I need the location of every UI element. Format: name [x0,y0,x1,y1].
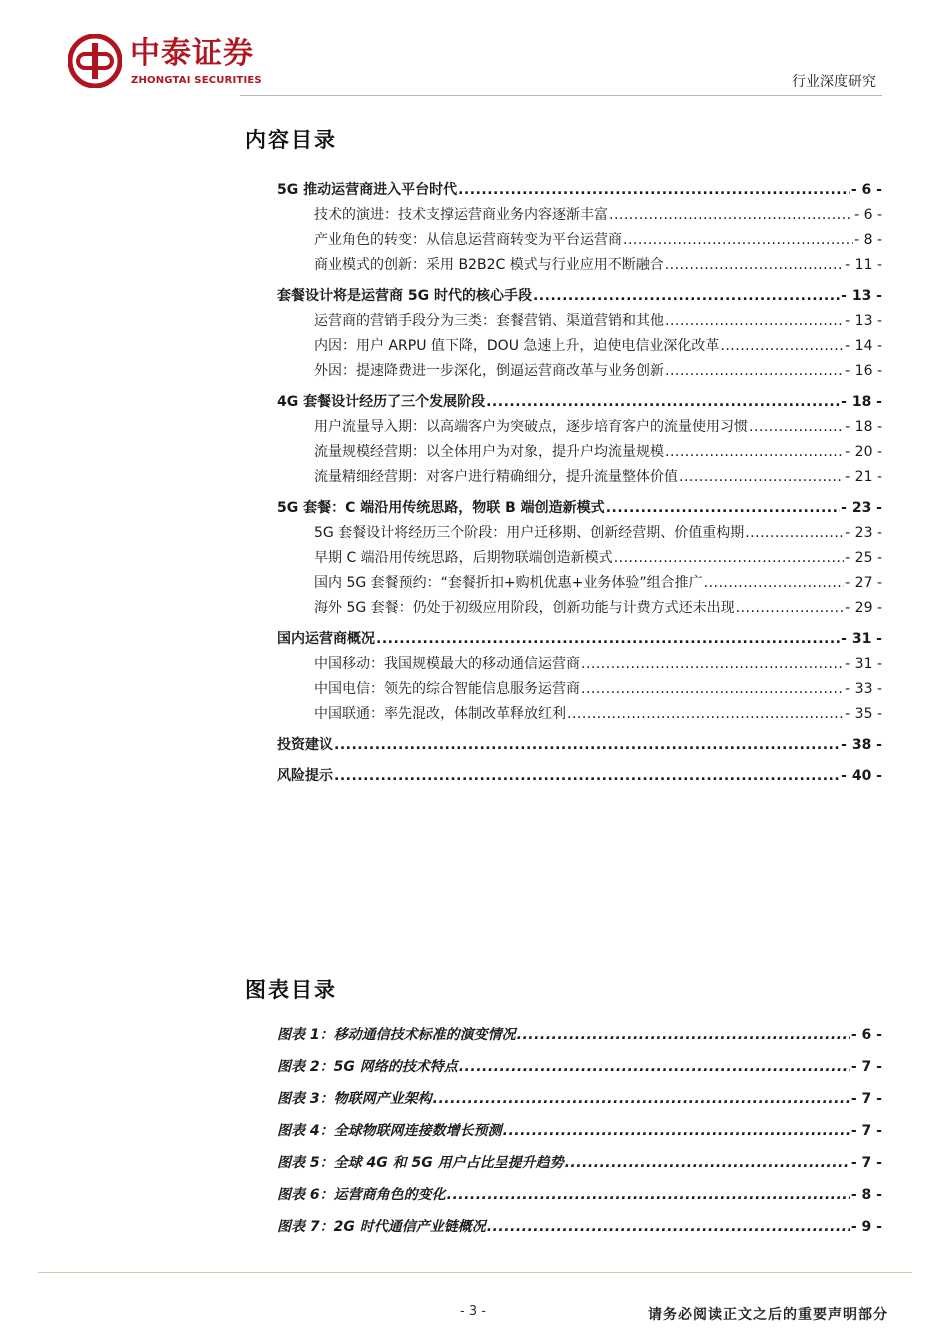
figure-entry-label: 图表 6：运营商角色的变化 [277,1187,446,1203]
dot-leader [665,362,844,380]
toc-subsection[interactable] [277,592,882,617]
toc-section-page: - 13 - [841,288,882,304]
dot-leader [376,630,840,648]
toc-subsection[interactable] [277,436,882,461]
figure-entry-label: 图表 5：全球 4G 和 5G 用户占比呈提升趋势 [277,1155,564,1171]
toc-subsection[interactable] [277,698,882,723]
figure-entry-label: 图表 4：全球物联网连接数增长预测 [277,1123,502,1139]
toc-section-label: 4G 套餐设计经历了三个发展阶段 [277,394,486,410]
toc-section-label: 套餐设计将是运营商 5G 时代的核心手段 [277,288,532,304]
toc-subsection[interactable] [277,461,882,486]
toc-section-label: 风险提示 [277,768,333,784]
toc-section-page: - 40 - [841,768,882,784]
toc-subsection[interactable] [277,411,882,436]
figure-entry[interactable] [277,1044,882,1076]
toc-section-label: 国内运营商概况 [277,631,375,647]
figure-entry-page: - 7 - [850,1123,882,1139]
toc-section[interactable] [277,173,882,199]
toc-subsection[interactable] [277,199,882,224]
logo-english-name: ZHONGTAI SECURITIES [131,75,262,86]
dot-leader [433,1090,850,1108]
toc-section-label: 5G 推动运营商进入平台时代 [277,182,458,198]
figure-entry-page: - 9 - [850,1219,882,1235]
toc-subsection[interactable] [277,330,882,355]
toc-subsection-page: - 31 - [845,656,882,672]
toc-section[interactable] [277,491,882,517]
figure-entry[interactable] [277,1140,882,1172]
footer-divider [38,1272,912,1273]
toc-section-page: - 38 - [841,737,882,753]
toc-subsection[interactable] [277,355,882,380]
figure-entry[interactable] [277,1076,882,1108]
toc-section-page: - 31 - [841,631,882,647]
dot-leader [606,499,840,517]
toc-subsection[interactable] [277,517,882,542]
report-type-label: 行业深度研究 [792,74,876,90]
toc-subsection[interactable] [277,542,882,567]
toc-subsection-label: 外因：提速降费进一步深化，倒逼运营商改革与业务创新 [314,363,664,379]
dot-leader [665,312,844,330]
toc-subsection-page: - 11 - [845,257,882,273]
toc-subsection-page: - 8 - [854,232,882,248]
figure-entry[interactable] [277,1012,882,1044]
dot-leader [533,287,840,305]
toc-subsection-label: 流量精细经营期：对客户进行精确细分，提升流量整体价值 [314,469,678,485]
dot-leader [614,549,844,567]
toc-subsection-page: - 35 - [845,706,882,722]
figure-entry-page: - 6 - [850,1027,882,1043]
page-header [0,0,950,100]
toc-subsection-label: 运营商的营销手段分为三类：套餐营销、渠道营销和其他 [314,313,664,329]
toc-subsection[interactable] [277,305,882,330]
toc-subsection-page: - 21 - [845,469,882,485]
toc-subsection-page: - 33 - [845,681,882,697]
dot-leader [745,524,844,542]
toc-subsection-page: - 6 - [854,207,882,223]
toc-subsection-label: 流量规模经营期：以全体用户为对象，提升户均流量规模 [314,444,664,460]
dot-leader [581,655,844,673]
dot-leader [736,599,845,617]
dot-leader [609,206,853,224]
dot-leader [334,736,840,754]
toc-section-label: 投资建议 [277,737,333,753]
toc-section[interactable] [277,385,882,411]
toc-section[interactable] [277,279,882,305]
dot-leader [517,1026,850,1044]
toc-subsection-label: 技术的演进：技术支撑运营商业务内容逐渐丰富 [314,207,608,223]
dot-leader [679,468,844,486]
toc-section-label: 5G 套餐：C 端沿用传统思路，物联 B 端创造新模式 [277,500,605,516]
zhongtai-logo-icon [68,34,122,88]
toc-subsection-page: - 16 - [845,363,882,379]
toc-section[interactable] [277,759,882,785]
figure-entry[interactable] [277,1172,882,1204]
toc-section-page: - 23 - [841,500,882,516]
list-of-figures [277,1012,882,1236]
toc-section-page: - 6 - [850,182,882,198]
figure-entry[interactable] [277,1108,882,1140]
toc-subsection[interactable] [277,648,882,673]
figure-entry-page: - 7 - [850,1155,882,1171]
figure-entry-page: - 8 - [850,1187,882,1203]
toc-subsection-label: 产业角色的转变：从信息运营商转变为平台运营商 [314,232,622,248]
table-of-contents [277,168,882,785]
dot-leader [447,1186,850,1204]
toc-subsection-label: 中国移动：我国规模最大的移动通信运营商 [314,656,580,672]
toc-subsection-label: 国内 5G 套餐预约：“套餐折扣+购机优惠+业务体验”组合推广 [314,575,703,591]
figure-entry-page: - 7 - [850,1059,882,1075]
dot-leader [749,418,844,436]
dot-leader [487,1218,850,1236]
toc-section[interactable] [277,622,882,648]
toc-subsection-page: - 23 - [845,525,882,541]
toc-subsection[interactable] [277,224,882,249]
dot-leader [704,574,845,592]
figure-entry-label: 图表 2：5G 网络的技术特点 [277,1059,458,1075]
toc-subsection[interactable] [277,567,882,592]
dot-leader [565,1154,850,1172]
dot-leader [665,443,844,461]
toc-subsection-label: 早期 C 端沿用传统思路，后期物联端创造新模式 [314,550,613,566]
dot-leader [581,680,844,698]
dot-leader [567,705,844,723]
page-number: - 3 - [460,1304,486,1319]
dot-leader [503,1122,850,1140]
figure-entry-page: - 7 - [850,1091,882,1107]
dot-leader [334,767,840,785]
dot-leader [623,231,853,249]
toc-subsection-label: 中国联通：率先混改，体制改革释放红利 [314,706,566,722]
toc-subsection[interactable] [277,249,882,274]
dot-leader [486,393,840,411]
figure-entry-label: 图表 3：物联网产业架构 [277,1091,432,1107]
toc-subsection-label: 中国电信：领先的综合智能信息服务运营商 [314,681,580,697]
footer-disclaimer: 请务必阅读正文之后的重要声明部分 [648,1307,888,1323]
toc-subsection-page: - 20 - [845,444,882,460]
toc-subsection-page: - 14 - [845,338,882,354]
toc-subsection-label: 商业模式的创新：采用 B2B2C 模式与行业应用不断融合 [314,257,664,273]
toc-section-page: - 18 - [841,394,882,410]
dot-leader [720,337,844,355]
figure-entry-label: 图表 1：移动通信技术标准的演变情况 [277,1027,516,1043]
toc-subsection-label: 内因：用户 ARPU 值下降，DOU 急速上升，迫使电信业深化改革 [314,338,720,354]
toc-title: 内容目录 [245,128,337,152]
dot-leader [458,181,850,199]
figure-entry-label: 图表 7：2G 时代通信产业链概况 [277,1219,486,1235]
dot-leader [665,256,844,274]
toc-subsection-label: 5G 套餐设计将经历三个阶段：用户迁移期、创新经营期、价值重构期 [314,525,745,541]
logo-chinese-name: 中泰证券 [130,36,254,71]
toc-subsection-page: - 27 - [845,575,882,591]
toc-subsection-page: - 18 - [845,419,882,435]
header-divider [240,95,882,96]
toc-subsection-label: 海外 5G 套餐：仍处于初级应用阶段，创新功能与计费方式还未出现 [314,600,735,616]
toc-subsection-label: 用户流量导入期：以高端客户为突破点，逐步培育客户的流量使用习惯 [314,419,748,435]
dot-leader [459,1058,850,1076]
toc-subsection[interactable] [277,673,882,698]
figure-entry[interactable] [277,1204,882,1236]
figures-title: 图表目录 [245,978,337,1002]
toc-subsection-page: - 29 - [845,600,882,616]
toc-subsection-page: - 25 - [845,550,882,566]
toc-section[interactable] [277,728,882,754]
toc-subsection-page: - 13 - [845,313,882,329]
